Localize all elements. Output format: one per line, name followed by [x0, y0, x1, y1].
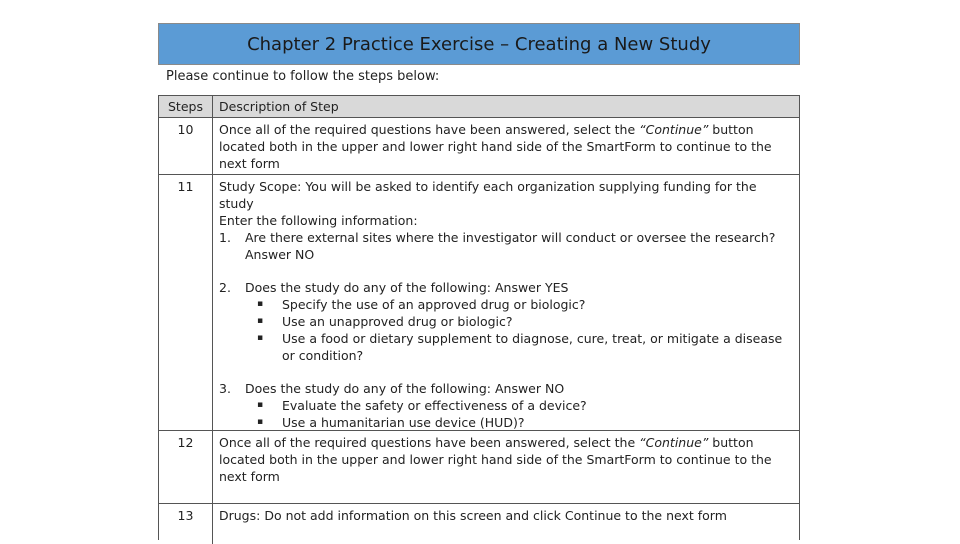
scope-line: Study Scope: You will be asked to identify each organization supplying funding for the study [219, 179, 757, 211]
table-row [159, 118, 799, 175]
bullet-icon: ▪ [257, 316, 264, 326]
steps-table [158, 95, 800, 540]
desc-before: Once all of the required questions have been answered, select the [219, 122, 636, 137]
item-text: Does the study do any of the following: Answer NO [245, 381, 565, 396]
title-banner [158, 23, 800, 65]
item-text: Does the study do any of the following: Answer YES [245, 280, 569, 295]
table-row [159, 175, 799, 431]
step-number: 12 [177, 435, 194, 450]
bullet-text: Evaluate the safety or effectiveness of a device? [282, 398, 587, 413]
step-number: 11 [177, 179, 194, 194]
table-row [159, 504, 799, 544]
desc-after: button located both in the upper and lower right hand side of the SmartForm to continue to the next form [219, 435, 772, 484]
desc-after: button located both in the upper and lower right hand side of the SmartForm to continue to the next form [219, 122, 772, 171]
step-description [212, 431, 799, 503]
continue-quote: “Continue” [639, 435, 709, 450]
bullet-item [219, 313, 793, 330]
header-steps: Steps [168, 99, 203, 114]
step-description [212, 175, 799, 430]
numbered-item [219, 279, 793, 296]
bullet-text: Use an unapproved drug or biologic? [282, 314, 513, 329]
bullet-text: Use a humanitarian use device (HUD)? [282, 415, 525, 430]
bullet-text: Specify the use of an approved drug or biologic? [282, 297, 586, 312]
bullet-text: Use a food or dietary supplement to diagnose, cure, treat, or mitigate a disease or condition? [282, 331, 783, 363]
bullet-icon: ▪ [257, 333, 264, 343]
table-row [159, 431, 799, 504]
bullet-item [219, 296, 793, 313]
bullet-item [219, 397, 793, 414]
bullet-icon: ▪ [257, 299, 264, 309]
page-title: Chapter 2 Practice Exercise – Creating a New Study [247, 33, 711, 55]
continue-quote: “Continue” [639, 122, 709, 137]
item-number: 1. [219, 230, 231, 245]
item-number: 3. [219, 381, 231, 396]
step-number: 13 [177, 508, 194, 523]
bullet-item [219, 414, 793, 431]
numbered-item [219, 229, 793, 263]
desc-before: Once all of the required questions have been answered, select the [219, 435, 636, 450]
bullet-icon: ▪ [257, 400, 264, 410]
bullet-icon: ▪ [257, 417, 264, 427]
table-header [159, 96, 799, 118]
item-text: Are there external sites where the investigator will conduct or oversee the research? Answer NO [245, 230, 776, 262]
item-number: 2. [219, 280, 231, 295]
header-description: Description of Step [212, 96, 799, 117]
step-description [212, 118, 799, 174]
step-number: 10 [177, 122, 194, 137]
numbered-item [219, 380, 793, 397]
enter-line: Enter the following information: [219, 213, 418, 228]
step-description: Drugs: Do not add information on this screen and click Continue to the next form [212, 504, 799, 544]
bullet-item [219, 330, 793, 364]
intro-text: Please continue to follow the steps below: [166, 69, 440, 84]
